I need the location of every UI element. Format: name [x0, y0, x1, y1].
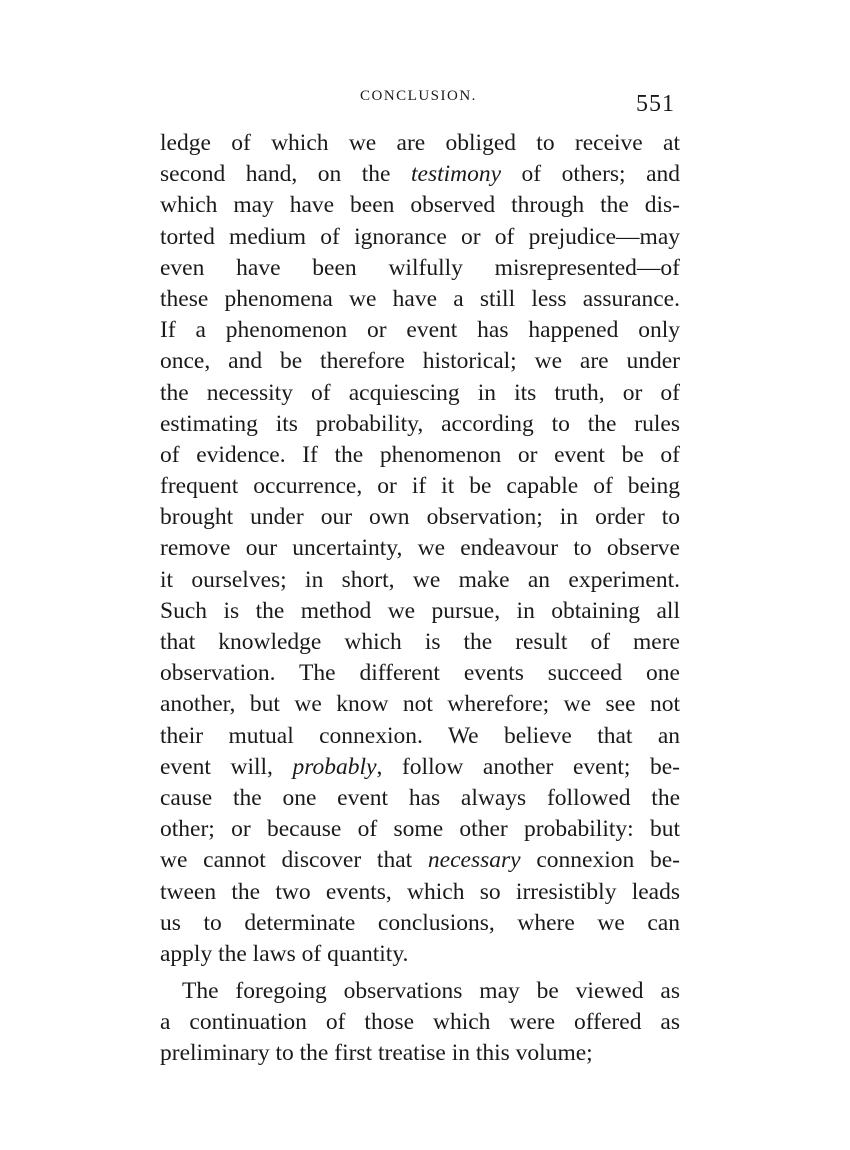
text-line [160, 1007, 680, 1038]
text-run: tween the two events, which so irresistibly leads [160, 878, 680, 905]
text-run: a continuation of those which were offered as [160, 1009, 680, 1036]
text-line [160, 1038, 680, 1069]
text-line [160, 814, 680, 845]
text-run: torted medium of ignorance or of prejudice—may [160, 223, 680, 250]
text-line [160, 939, 680, 970]
text-line [160, 471, 680, 502]
text-run: , follow another event; be- [376, 753, 680, 780]
text-run: ledge of which we are obliged to receive at [160, 130, 680, 156]
text-line [160, 752, 680, 783]
text-run: frequent occurrence, or if it be capable of being [160, 473, 680, 500]
text-line [160, 565, 680, 596]
italic-text: probably [292, 753, 377, 780]
text-line [160, 627, 680, 658]
page-number: 551 [636, 91, 675, 117]
text-run: apply the laws of quantity. [160, 940, 409, 967]
text-run: Such is the method we pursue, in obtaining all [160, 597, 680, 624]
text-run: If a phenomenon or event has happened only [160, 317, 680, 344]
text-line [160, 284, 680, 315]
text-run: we cannot discover that [160, 847, 428, 874]
text-line [160, 908, 680, 939]
text-line [160, 845, 680, 876]
text-run: of evidence. If the phenomenon or event be of [160, 441, 680, 468]
text-run: observation. The different events succeed one [160, 660, 680, 687]
text-run: it ourselves; in short, we make an experiment. [160, 566, 680, 593]
text-line [160, 596, 680, 627]
text-line [160, 159, 680, 190]
text-line [160, 976, 680, 1007]
text-run: the necessity of acquiescing in its truth, or of [160, 379, 680, 406]
text-line [160, 409, 680, 440]
text-line [160, 533, 680, 564]
text-run: estimating its probability, according to the rules [160, 410, 680, 437]
text-line [160, 783, 680, 814]
text-run: The foregoing observations may be viewed as [182, 978, 680, 1005]
italic-text: testimony [410, 161, 502, 188]
text-run: that knowledge which is the result of mere [160, 629, 680, 655]
text-run: connexion be- [520, 847, 681, 874]
text-run: once, and be therefore historical; we are under [160, 348, 680, 375]
text-line [160, 346, 680, 377]
text-line [160, 190, 680, 221]
text-run: these phenomena we have a still less assurance. [160, 285, 680, 312]
text-run: which may have been observed through the dis- [160, 192, 680, 219]
text-run: even have been wilfully misrepresented—of [160, 254, 680, 281]
text-line [160, 877, 680, 908]
text-line [160, 222, 680, 253]
text-run: preliminary to the first treatise in this volume; [160, 1040, 593, 1067]
text-run: event will, [160, 753, 293, 780]
italic-text: necessary [427, 847, 521, 874]
text-run: brought under our own observation; in order to [160, 504, 680, 531]
text-line [160, 378, 680, 409]
running-title: CONCLUSION. [360, 88, 477, 104]
paragraph [160, 128, 680, 970]
text-run: cause the one event has always followed the [160, 784, 680, 811]
text-run: their mutual connexion. We believe that an [160, 722, 680, 749]
text-run: another, but we know not wherefore; we see not [160, 691, 680, 718]
text-line [160, 658, 680, 689]
text-run: remove our uncertainty, we endeavour to observe [160, 535, 680, 562]
text-line [160, 502, 680, 533]
body-text [160, 128, 680, 1070]
text-run: other; or because of some other probability: but [160, 816, 680, 843]
text-run: us to determinate conclusions, where we can [160, 909, 680, 936]
text-line [160, 440, 680, 471]
text-line [160, 315, 680, 346]
text-line [160, 253, 680, 284]
text-run: second hand, on the [160, 161, 411, 188]
text-line [160, 128, 680, 159]
paragraph [160, 970, 680, 1070]
text-line [160, 721, 680, 752]
text-line [160, 689, 680, 720]
text-run: of others; and [501, 161, 680, 188]
